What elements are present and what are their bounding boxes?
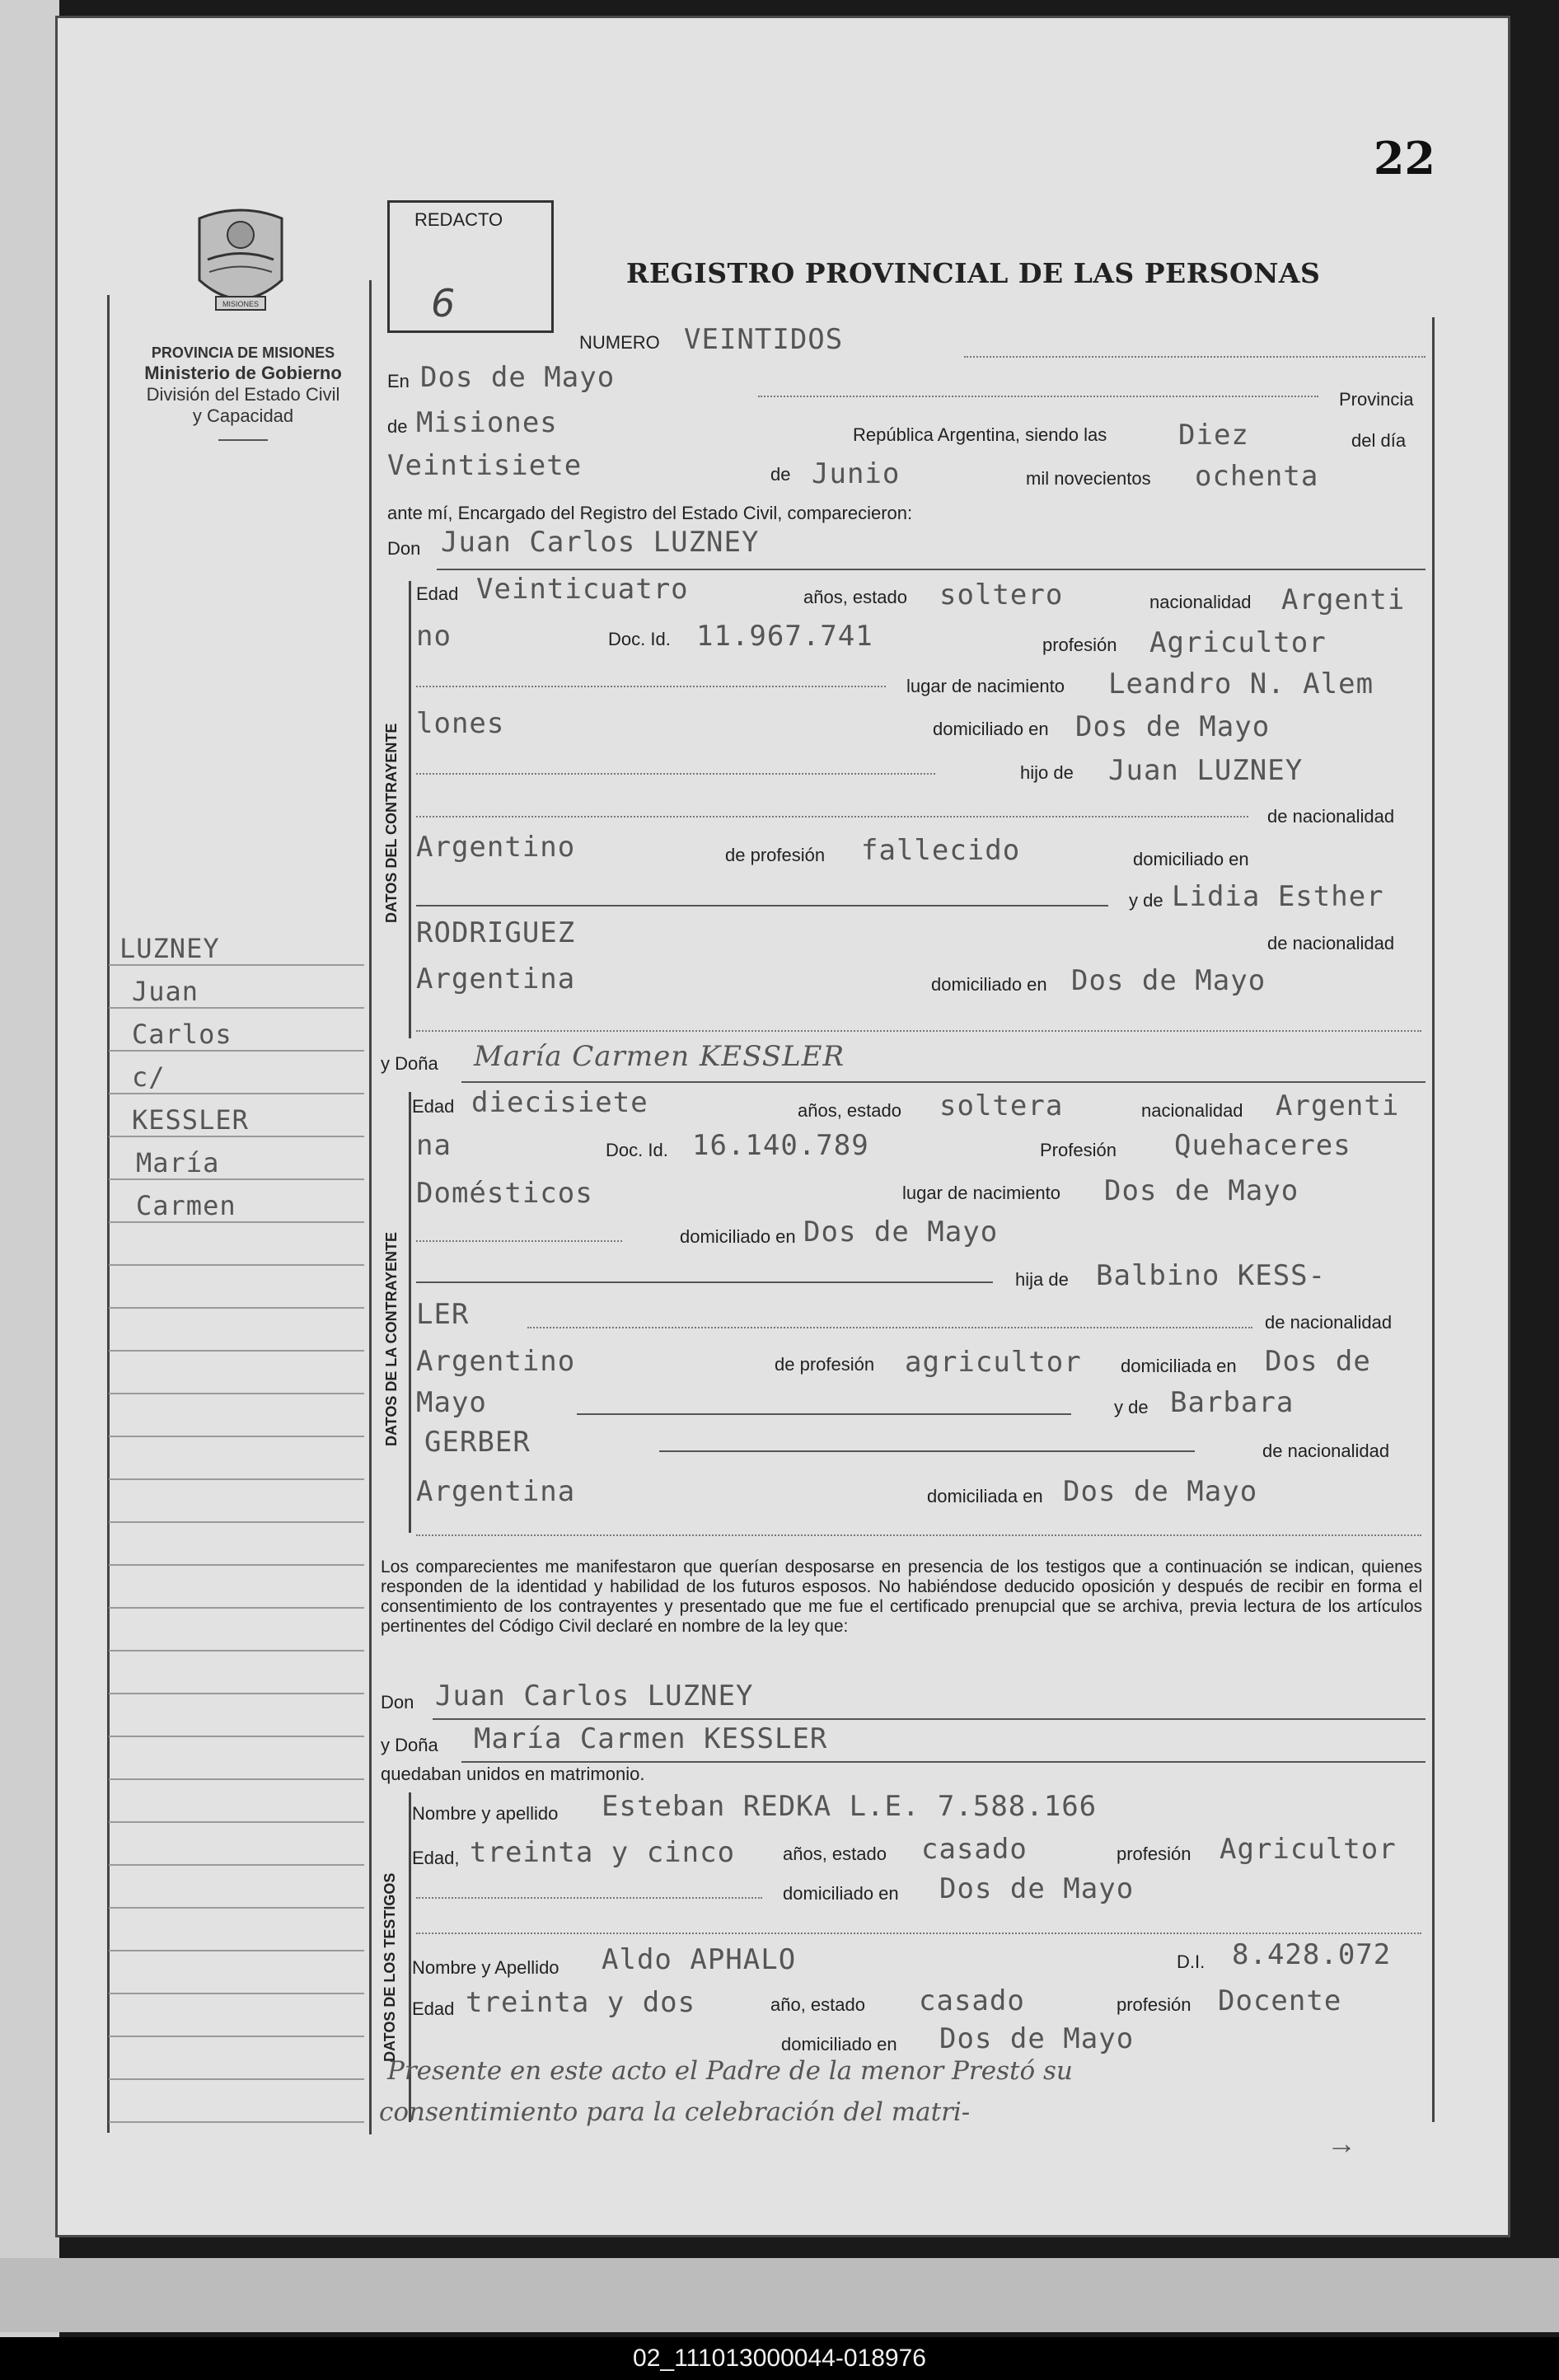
numero-line — [964, 356, 1426, 358]
groom-doc-label: Doc. Id. — [608, 629, 671, 649]
bride-estado-value: soltera — [939, 1089, 1064, 1122]
groom-edad-label: Edad — [416, 583, 459, 604]
decl-dona-value: María Carmen KESSLER — [474, 1722, 828, 1755]
book-bottom-edge — [0, 2258, 1559, 2332]
groom-madre-domic-label: domiciliado en — [931, 974, 1047, 995]
w1-prof-value: Agricultor — [1220, 1833, 1397, 1866]
witness-note-line-2: consentimiento para la celebración del matri- — [379, 2097, 971, 2127]
decl-closing: quedaban unidos en matrimonio. — [381, 1764, 645, 1784]
groom-nac-value-1: Argenti — [1281, 583, 1406, 616]
line — [416, 1030, 1421, 1032]
w2-nombre-label: Nombre y Apellido — [412, 1957, 559, 1978]
continue-arrow-icon: → — [1327, 2126, 1356, 2160]
groom-nac-label: nacionalidad — [1149, 592, 1252, 612]
document-title: REGISTRO PROVINCIAL DE LAS PERSONAS — [626, 257, 1321, 289]
bride-domic-label: domiciliado en — [680, 1226, 796, 1247]
groom-hijo-label: hijo de — [1020, 762, 1074, 783]
ministry-line: Ministerio de Gobierno — [144, 362, 342, 383]
bride-padre-prof-value: agricultor — [905, 1346, 1082, 1379]
groom-prof-value: Agricultor — [1149, 626, 1327, 659]
w2-di-value: 8.428.072 — [1232, 1938, 1392, 1971]
bride-padre-value-1: Balbino KESS- — [1096, 1259, 1327, 1292]
bride-padre-domic-label: domiciliada en — [1121, 1356, 1237, 1376]
bride-madre-value-2: GERBER — [424, 1426, 531, 1459]
margin-note: KESSLER — [132, 1104, 249, 1136]
w1-domic-value: Dos de Mayo — [939, 1872, 1135, 1905]
bride-hija-label: hija de — [1015, 1269, 1069, 1290]
groom-lugar-value-1: Leandro N. Alem — [1108, 668, 1374, 700]
ante-text: ante mí, Encargado del Registro del Estado Civil, comparecieron: — [387, 503, 913, 523]
mil-label: mil novecientos — [1026, 468, 1151, 489]
en-value: Dos de Mayo — [420, 361, 616, 394]
groom-name-line — [437, 569, 1426, 570]
w1-nombre-value: Esteban REDKA L.E. 7.588.166 — [602, 1790, 1098, 1823]
column-rule — [369, 280, 372, 2134]
seal-text: MISIONES — [222, 300, 260, 308]
bride-y-de-label: y de — [1114, 1397, 1149, 1417]
line — [659, 1450, 1195, 1452]
bride-name: María Carmen KESSLER — [474, 1040, 845, 1073]
bride-lugar-label: lugar de nacimiento — [902, 1183, 1061, 1203]
line — [416, 1281, 993, 1283]
w2-edad-label: Edad — [412, 1998, 455, 2019]
groom-edad-value: Veinticuatro — [476, 573, 689, 606]
dia-value: Veintisiete — [387, 449, 583, 482]
en-line — [758, 396, 1318, 397]
w1-prof-label: profesión — [1117, 1844, 1191, 1864]
bride-padre-prof-label: de profesión — [775, 1354, 875, 1375]
groom-prof-label: profesión — [1042, 635, 1117, 655]
groom-madre-nac-value: Argentina — [416, 963, 576, 996]
margin-note: María — [136, 1147, 220, 1178]
groom-lugar-label: lugar de nacimiento — [906, 676, 1065, 696]
line — [416, 1534, 1421, 1536]
bride-padre-nac-label: de nacionalidad — [1265, 1312, 1393, 1333]
groom-padre-domic-label: domiciliado en — [1133, 849, 1249, 869]
groom-padre-prof-label: de profesión — [725, 845, 826, 865]
provincia-value: Misiones — [416, 406, 558, 439]
w1-domic-label: domiciliado en — [783, 1883, 899, 1904]
bride-domic-value: Dos de Mayo — [803, 1216, 999, 1249]
w2-domic-label: domiciliado en — [781, 2034, 897, 2054]
w2-domic-value: Dos de Mayo — [939, 2022, 1135, 2055]
margin-note: Juan — [132, 976, 199, 1007]
groom-padre-nac-value: Argentino — [416, 831, 576, 864]
de-label: de — [387, 416, 408, 437]
groom-madre-value-1: Lidia Esther — [1172, 880, 1384, 913]
decl-don-value: Juan Carlos LUZNEY — [435, 1680, 754, 1712]
groom-domic-value: Dos de Mayo — [1075, 710, 1271, 743]
bride-doc-label: Doc. Id. — [606, 1140, 668, 1160]
bride-padre-value-2: LER — [416, 1298, 470, 1331]
w1-estado-label: años, estado — [783, 1844, 887, 1864]
bride-name-line — [461, 1081, 1426, 1083]
margin-note: c/ — [132, 1061, 166, 1093]
groom-padre-prof-value: fallecido — [861, 834, 1021, 867]
del-dia-label: del día — [1351, 430, 1407, 451]
w2-di-label: D.I. — [1177, 1951, 1206, 1972]
issuing-authority — [115, 344, 371, 441]
bride-nac-value-2: na — [416, 1129, 452, 1162]
bride-dona-label: y Doña — [381, 1053, 438, 1074]
republica-text: República Argentina, siendo las — [853, 424, 1107, 445]
margin-note: LUZNEY — [119, 933, 220, 964]
margin-note: Carmen — [136, 1190, 236, 1221]
groom-nac-value-2: no — [416, 620, 452, 653]
bride-lugar-value: Dos de Mayo — [1104, 1174, 1299, 1207]
bride-edad-value: diecisiete — [471, 1086, 648, 1119]
line — [527, 1327, 1252, 1328]
w2-prof-value: Docente — [1218, 1984, 1342, 2017]
right-rule — [1432, 317, 1435, 2122]
division-line-2: y Capacidad — [192, 405, 294, 427]
decl-dona-label: y Doña — [381, 1735, 438, 1755]
anio-value: ochenta — [1195, 460, 1319, 493]
witness-side-label: DATOS DE LOS TESTIGOS — [382, 1872, 398, 2062]
bride-block-rule — [409, 1092, 411, 1533]
groom-don-label: Don — [387, 538, 421, 559]
groom-block-rule — [409, 581, 411, 1038]
bride-padre-nac-value: Argentino — [416, 1345, 576, 1378]
provincial-seal-icon — [191, 202, 290, 321]
w1-nombre-label: Nombre y apellido — [412, 1803, 559, 1824]
w2-nombre-value: Aldo APHALO — [602, 1943, 797, 1976]
w1-edad-label: Edad, — [412, 1848, 460, 1868]
bride-nac-value-1: Argenti — [1276, 1089, 1400, 1122]
groom-domic-label: domiciliado en — [933, 719, 1049, 739]
groom-lugar-value-2: lones — [416, 707, 505, 740]
division-line-1: División del Estado Civil — [146, 383, 340, 405]
adjacent-page-edge — [0, 0, 59, 2380]
bride-prof-value-1: Quehaceres — [1174, 1129, 1351, 1162]
footer-filename: 02_111013000044-018976 — [0, 2337, 1559, 2380]
line — [577, 1413, 1071, 1415]
bride-prof-label: Profesión — [1040, 1140, 1117, 1160]
bride-side-label: DATOS DE LA CONTRAYENTE — [383, 1231, 400, 1446]
de-mes-label: de — [770, 464, 791, 485]
divider — [218, 439, 268, 441]
witness-note-line-1: Presente en este acto el Padre de la menor Prestó su — [387, 2056, 1073, 2086]
bride-prof-value-2: Domésticos — [416, 1177, 593, 1210]
w1-estado-value: casado — [921, 1833, 1028, 1866]
line — [416, 1897, 762, 1899]
line — [416, 686, 886, 687]
bride-estado-label: años, estado — [798, 1100, 901, 1121]
groom-estado-label: años, estado — [803, 587, 907, 607]
bride-edad-label: Edad — [412, 1096, 455, 1117]
bride-madre-nac-value: Argentina — [416, 1475, 576, 1508]
bride-padre-domic-value-2: Mayo — [416, 1386, 487, 1419]
line — [416, 1933, 1421, 1934]
bride-padre-domic-value-1: Dos de — [1265, 1345, 1371, 1378]
page-number: 22 — [1373, 132, 1435, 185]
bride-madre-nac-label: de nacionalidad — [1262, 1441, 1390, 1461]
groom-y-de-label: y de — [1129, 890, 1163, 911]
declaration-paragraph: Los comparecientes me manifestaron que querían desposarse en presencia de los testigos que a continuación se indican, quienes responden de la identidad y habilidad de los futuros esposos. No habiéndose deducido oposición y después de recibir en forma el consentimiento de los contrayentes y presentado que me fue el certificado prenupcial que se archiva, previa lectura de los artículos pertinentes del Código Civil declaré en nombre de la ley que: — [381, 1558, 1422, 1636]
bride-doc-value: 16.140.789 — [692, 1129, 869, 1162]
groom-name: Juan Carlos LUZNEY — [441, 526, 760, 559]
redacto-label: REDACTO — [414, 209, 503, 230]
groom-padre-nac-label: de nacionalidad — [1267, 806, 1395, 827]
groom-madre-value-2: RODRIGUEZ — [416, 916, 576, 949]
w2-prof-label: profesión — [1117, 1994, 1191, 2015]
decl-don-label: Don — [381, 1692, 414, 1712]
mes-value: Junio — [812, 457, 901, 490]
numero-value: VEINTIDOS — [684, 323, 844, 356]
groom-madre-domic-value: Dos de Mayo — [1071, 964, 1266, 997]
margin-note: Carlos — [132, 1019, 232, 1050]
redacto-value: 6 — [431, 281, 456, 326]
en-label: En — [387, 371, 410, 391]
line — [433, 1718, 1426, 1720]
groom-side-label: DATOS DEL CONTRAYENTE — [383, 723, 400, 923]
line — [416, 905, 1108, 907]
hora-value: Diez — [1178, 419, 1249, 452]
w2-estado-label: año, estado — [770, 1994, 865, 2015]
line — [416, 773, 935, 775]
groom-estado-value: soltero — [939, 579, 1064, 611]
redacto-box — [387, 200, 554, 333]
groom-doc-value: 11.967.741 — [696, 620, 873, 653]
w1-edad-value: treinta y cinco — [470, 1836, 736, 1869]
groom-madre-nac-label: de nacionalidad — [1267, 933, 1395, 953]
w2-estado-value: casado — [919, 1984, 1025, 2017]
groom-padre-value: Juan LUZNEY — [1108, 754, 1304, 787]
line — [416, 1240, 622, 1242]
bride-madre-domic-label: domiciliada en — [927, 1486, 1043, 1506]
w2-edad-value: treinta y dos — [466, 1986, 696, 2019]
bride-madre-domic-value: Dos de Mayo — [1063, 1475, 1258, 1508]
numero-label: NUMERO — [579, 332, 660, 353]
province-line: PROVINCIA DE MISIONES — [151, 344, 335, 361]
bride-madre-value-1: Barbara — [1170, 1386, 1294, 1419]
bride-nac-label: nacionalidad — [1141, 1100, 1243, 1121]
provincia-label: Provincia — [1339, 389, 1414, 410]
line — [461, 1761, 1426, 1763]
left-margin-rule — [107, 295, 110, 2133]
line — [416, 816, 1248, 818]
